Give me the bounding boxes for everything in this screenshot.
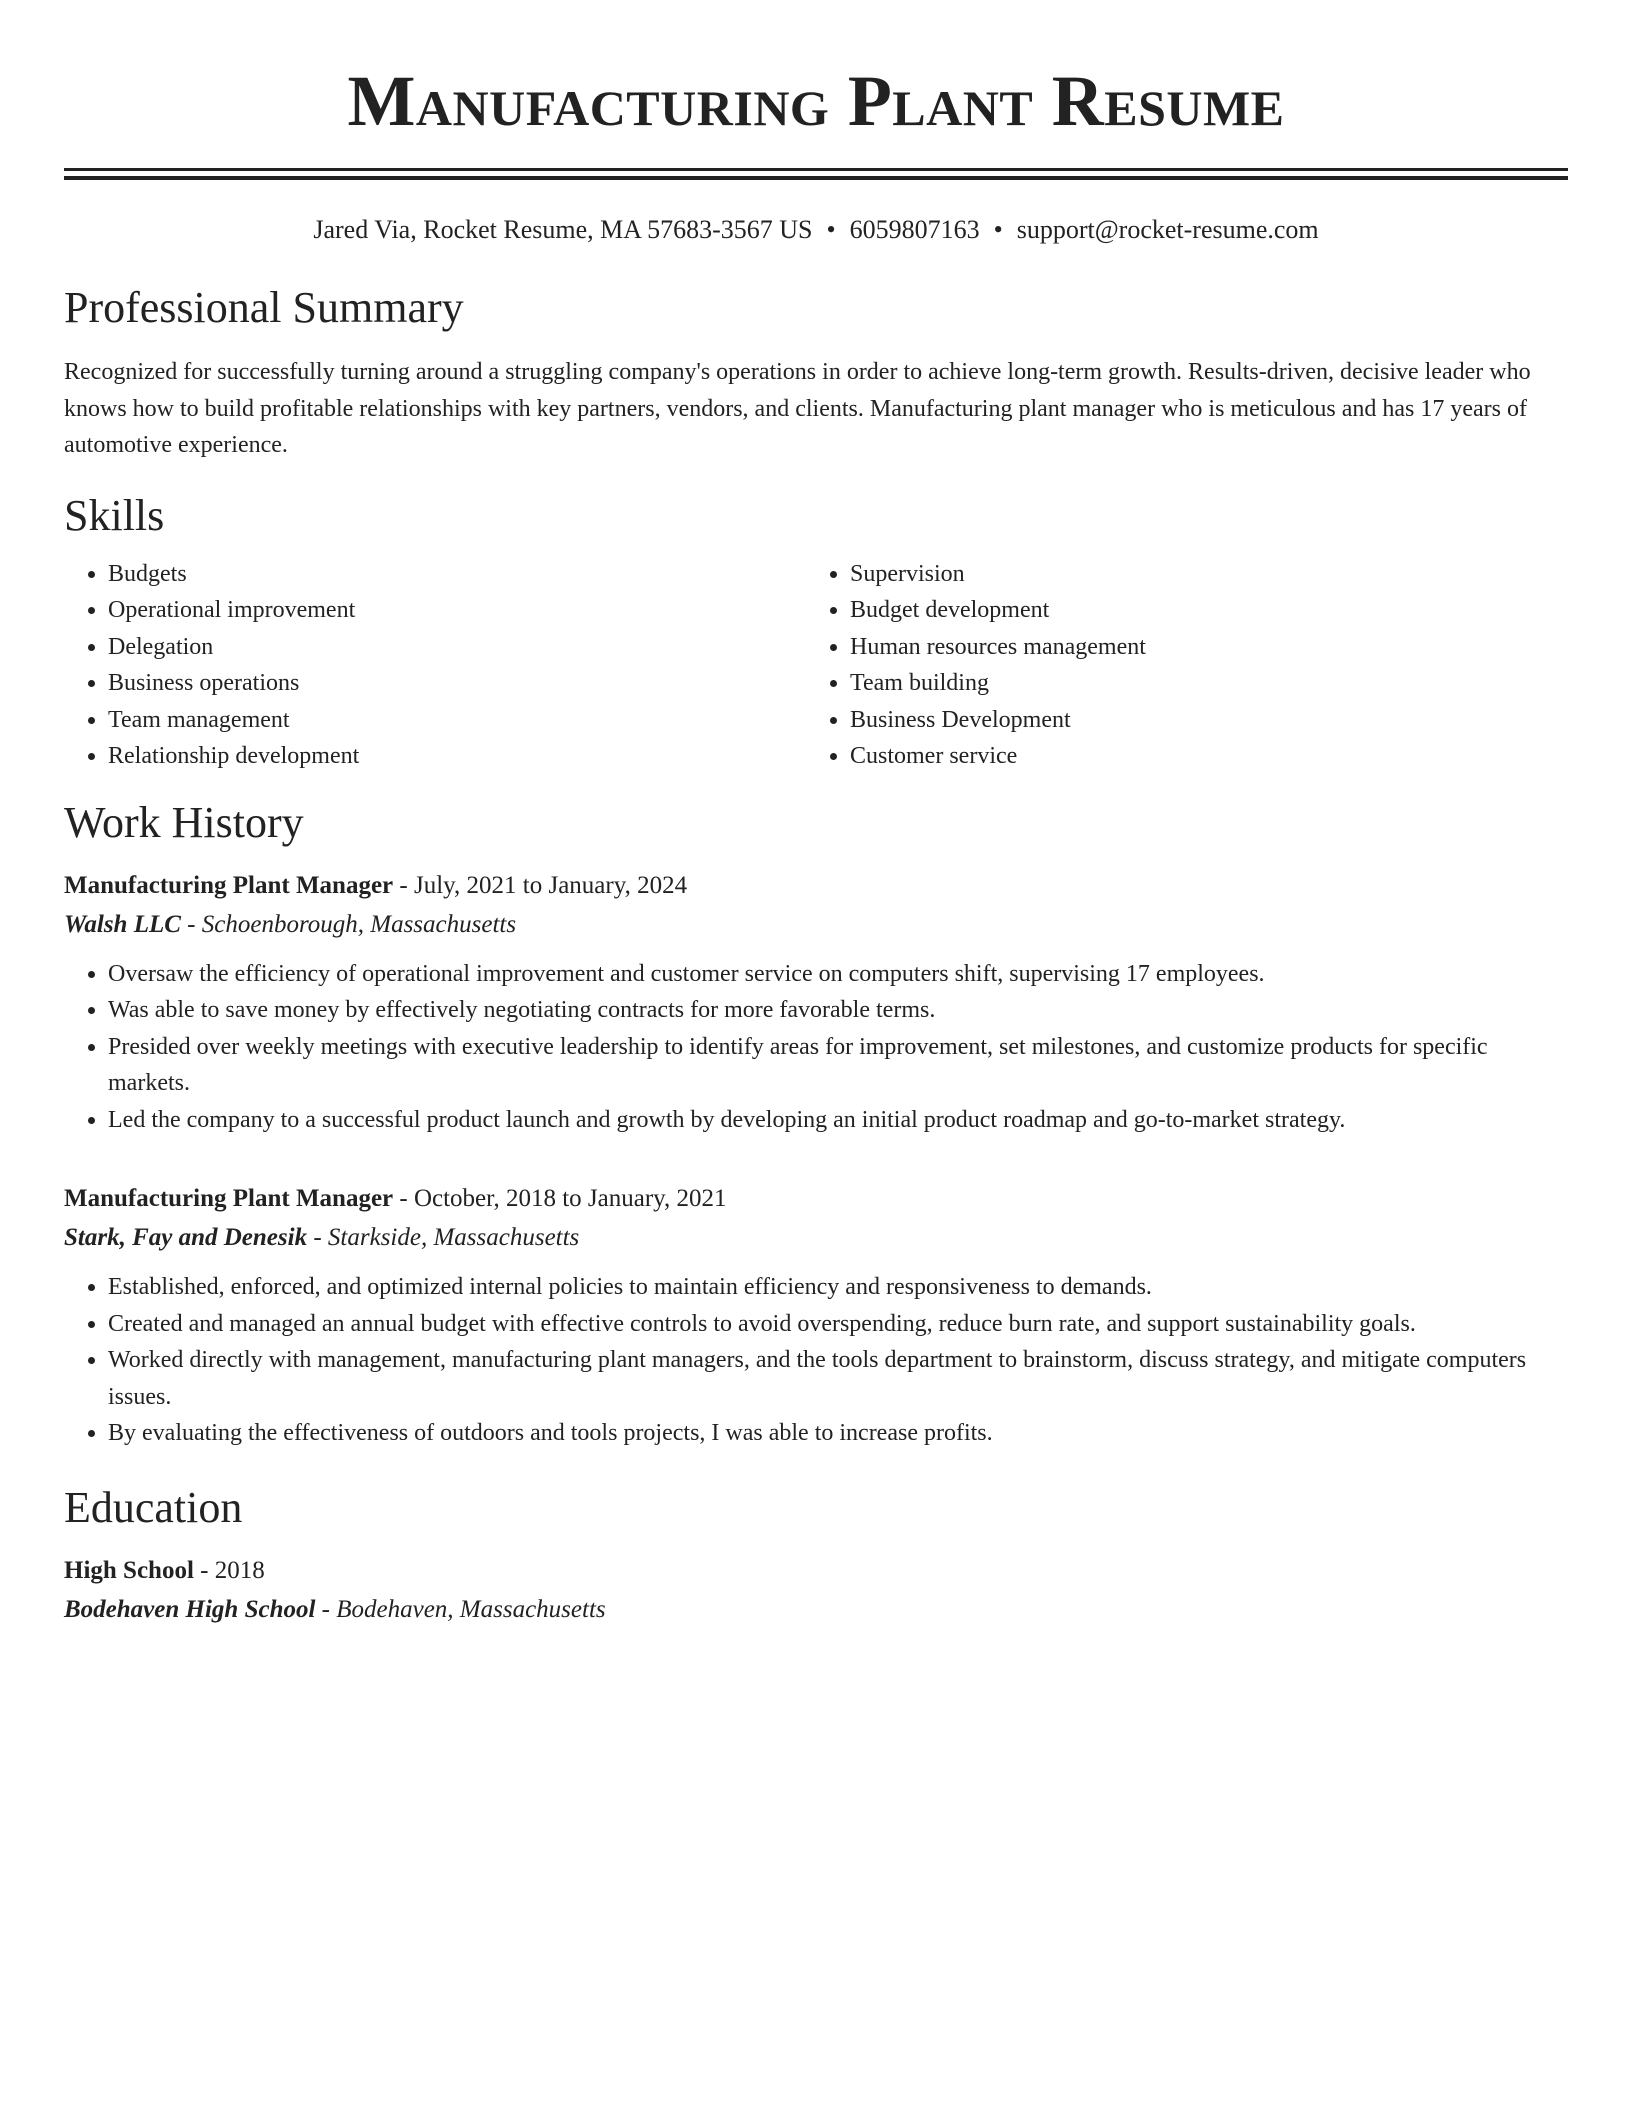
job-bullet: • Created and managed an annual budget with effective controls to avoid overspending, reduce burn rate, and support sustainability goals. bbox=[108, 1306, 1568, 1343]
school-name: Bodehaven High School bbox=[64, 1595, 316, 1623]
job-title: Manufacturing Plant Manager bbox=[64, 1185, 394, 1212]
section-heading-education: Education bbox=[64, 1482, 243, 1532]
company-name: Stark, Fay and Denesik bbox=[64, 1224, 308, 1251]
skill-item: • Customer service bbox=[850, 738, 1566, 775]
summary-text: Recognized for successfully turning around a struggling company's operations in order to achieve long-term growth. Results-driven, decisive leader who knows how to build profitable relationships with key partners, vendors, and clients. Manufacturing plant manager who is meticulous and has 17 years of automotive experience. bbox=[64, 359, 1531, 458]
job-bullet-list bbox=[64, 1269, 1568, 1452]
section-heading-summary: Professional Summary bbox=[64, 283, 464, 332]
company-line bbox=[64, 905, 1568, 944]
job-title-line bbox=[64, 867, 1568, 905]
skill-item: • Supervision bbox=[850, 556, 1566, 593]
section-heading-skills: Skills bbox=[64, 490, 165, 540]
skill-item: • Team management bbox=[108, 702, 806, 739]
contact-line bbox=[64, 214, 1568, 246]
job-dates: - October, 2018 to January, 2021 bbox=[393, 1185, 727, 1212]
skill-item: • Budgets bbox=[108, 556, 806, 593]
contact-separator: • bbox=[993, 215, 1003, 244]
skills-section bbox=[64, 490, 1568, 775]
degree-name: High School bbox=[64, 1556, 194, 1584]
job-bullet: • Presided over weekly meetings with executive leadership to identify areas for improvement, set milestones, and customize products for specific markets. bbox=[108, 1029, 1568, 1102]
contact-separator: • bbox=[826, 215, 836, 244]
skill-item: • Business Development bbox=[850, 702, 1566, 739]
skills-columns bbox=[64, 556, 1568, 775]
job-bullet: • By evaluating the effectiveness of outdoors and tools projects, I was able to increase profits. bbox=[108, 1415, 1568, 1452]
skill-item: • Business operations bbox=[108, 665, 806, 702]
title-double-rule bbox=[64, 168, 1568, 180]
skill-item: • Budget development bbox=[850, 592, 1566, 629]
professional-summary-section bbox=[64, 282, 1568, 464]
company-location: - Schoenborough, Massachusetts bbox=[180, 910, 517, 938]
education-section bbox=[64, 1482, 1568, 1629]
degree-line bbox=[64, 1552, 1568, 1590]
skill-item: • Operational improvement bbox=[108, 592, 806, 629]
job-bullet: • Worked directly with management, manufacturing plant managers, and the tools department to brainstorm, discuss strategy, and mitigate computers issues. bbox=[108, 1342, 1568, 1415]
job-entry bbox=[64, 1180, 1568, 1452]
skill-item: • Team building bbox=[850, 665, 1566, 702]
contact-address: Jared Via, Rocket Resume, MA 57683-3567 US bbox=[313, 215, 813, 244]
job-title-line bbox=[64, 1180, 1568, 1218]
resume-title: Manufacturing Plant Resume bbox=[347, 61, 1285, 141]
section-heading-work-history: Work History bbox=[64, 797, 304, 847]
job-bullet: • Oversaw the efficiency of operational improvement and customer service on computers shift, supervising 17 employees. bbox=[108, 956, 1568, 993]
job-bullet: • Was able to save money by effectively negotiating contracts for more favorable terms. bbox=[108, 992, 1568, 1029]
job-bullet-list bbox=[64, 956, 1568, 1139]
job-bullet: • Led the company to a successful product launch and growth by developing an initial product roadmap and go-to-market strategy. bbox=[108, 1102, 1568, 1139]
company-line bbox=[64, 1218, 1568, 1257]
contact-phone: 6059807163 bbox=[849, 215, 980, 244]
contact-email: support@rocket-resume.com bbox=[1016, 215, 1319, 244]
degree-year: - 2018 bbox=[193, 1556, 265, 1584]
skills-list-left bbox=[64, 556, 806, 775]
company-name: Walsh LLC bbox=[64, 910, 181, 938]
job-dates: - July, 2021 to January, 2024 bbox=[393, 871, 688, 899]
job-bullet: • Established, enforced, and optimized internal policies to maintain efficiency and responsiveness to demands. bbox=[108, 1269, 1568, 1306]
skill-item: • Delegation bbox=[108, 629, 806, 666]
school-location: - Bodehaven, Massachusetts bbox=[315, 1595, 606, 1623]
job-entry bbox=[64, 867, 1568, 1139]
skill-item: • Human resources management bbox=[850, 629, 1566, 666]
skills-list-right bbox=[806, 556, 1566, 775]
job-title: Manufacturing Plant Manager bbox=[64, 871, 394, 899]
skill-item: • Relationship development bbox=[108, 738, 806, 775]
school-line bbox=[64, 1590, 1568, 1629]
work-history-section bbox=[64, 797, 1568, 1452]
education-entry bbox=[64, 1552, 1568, 1629]
company-location: - Starkside, Massachusetts bbox=[307, 1224, 580, 1251]
